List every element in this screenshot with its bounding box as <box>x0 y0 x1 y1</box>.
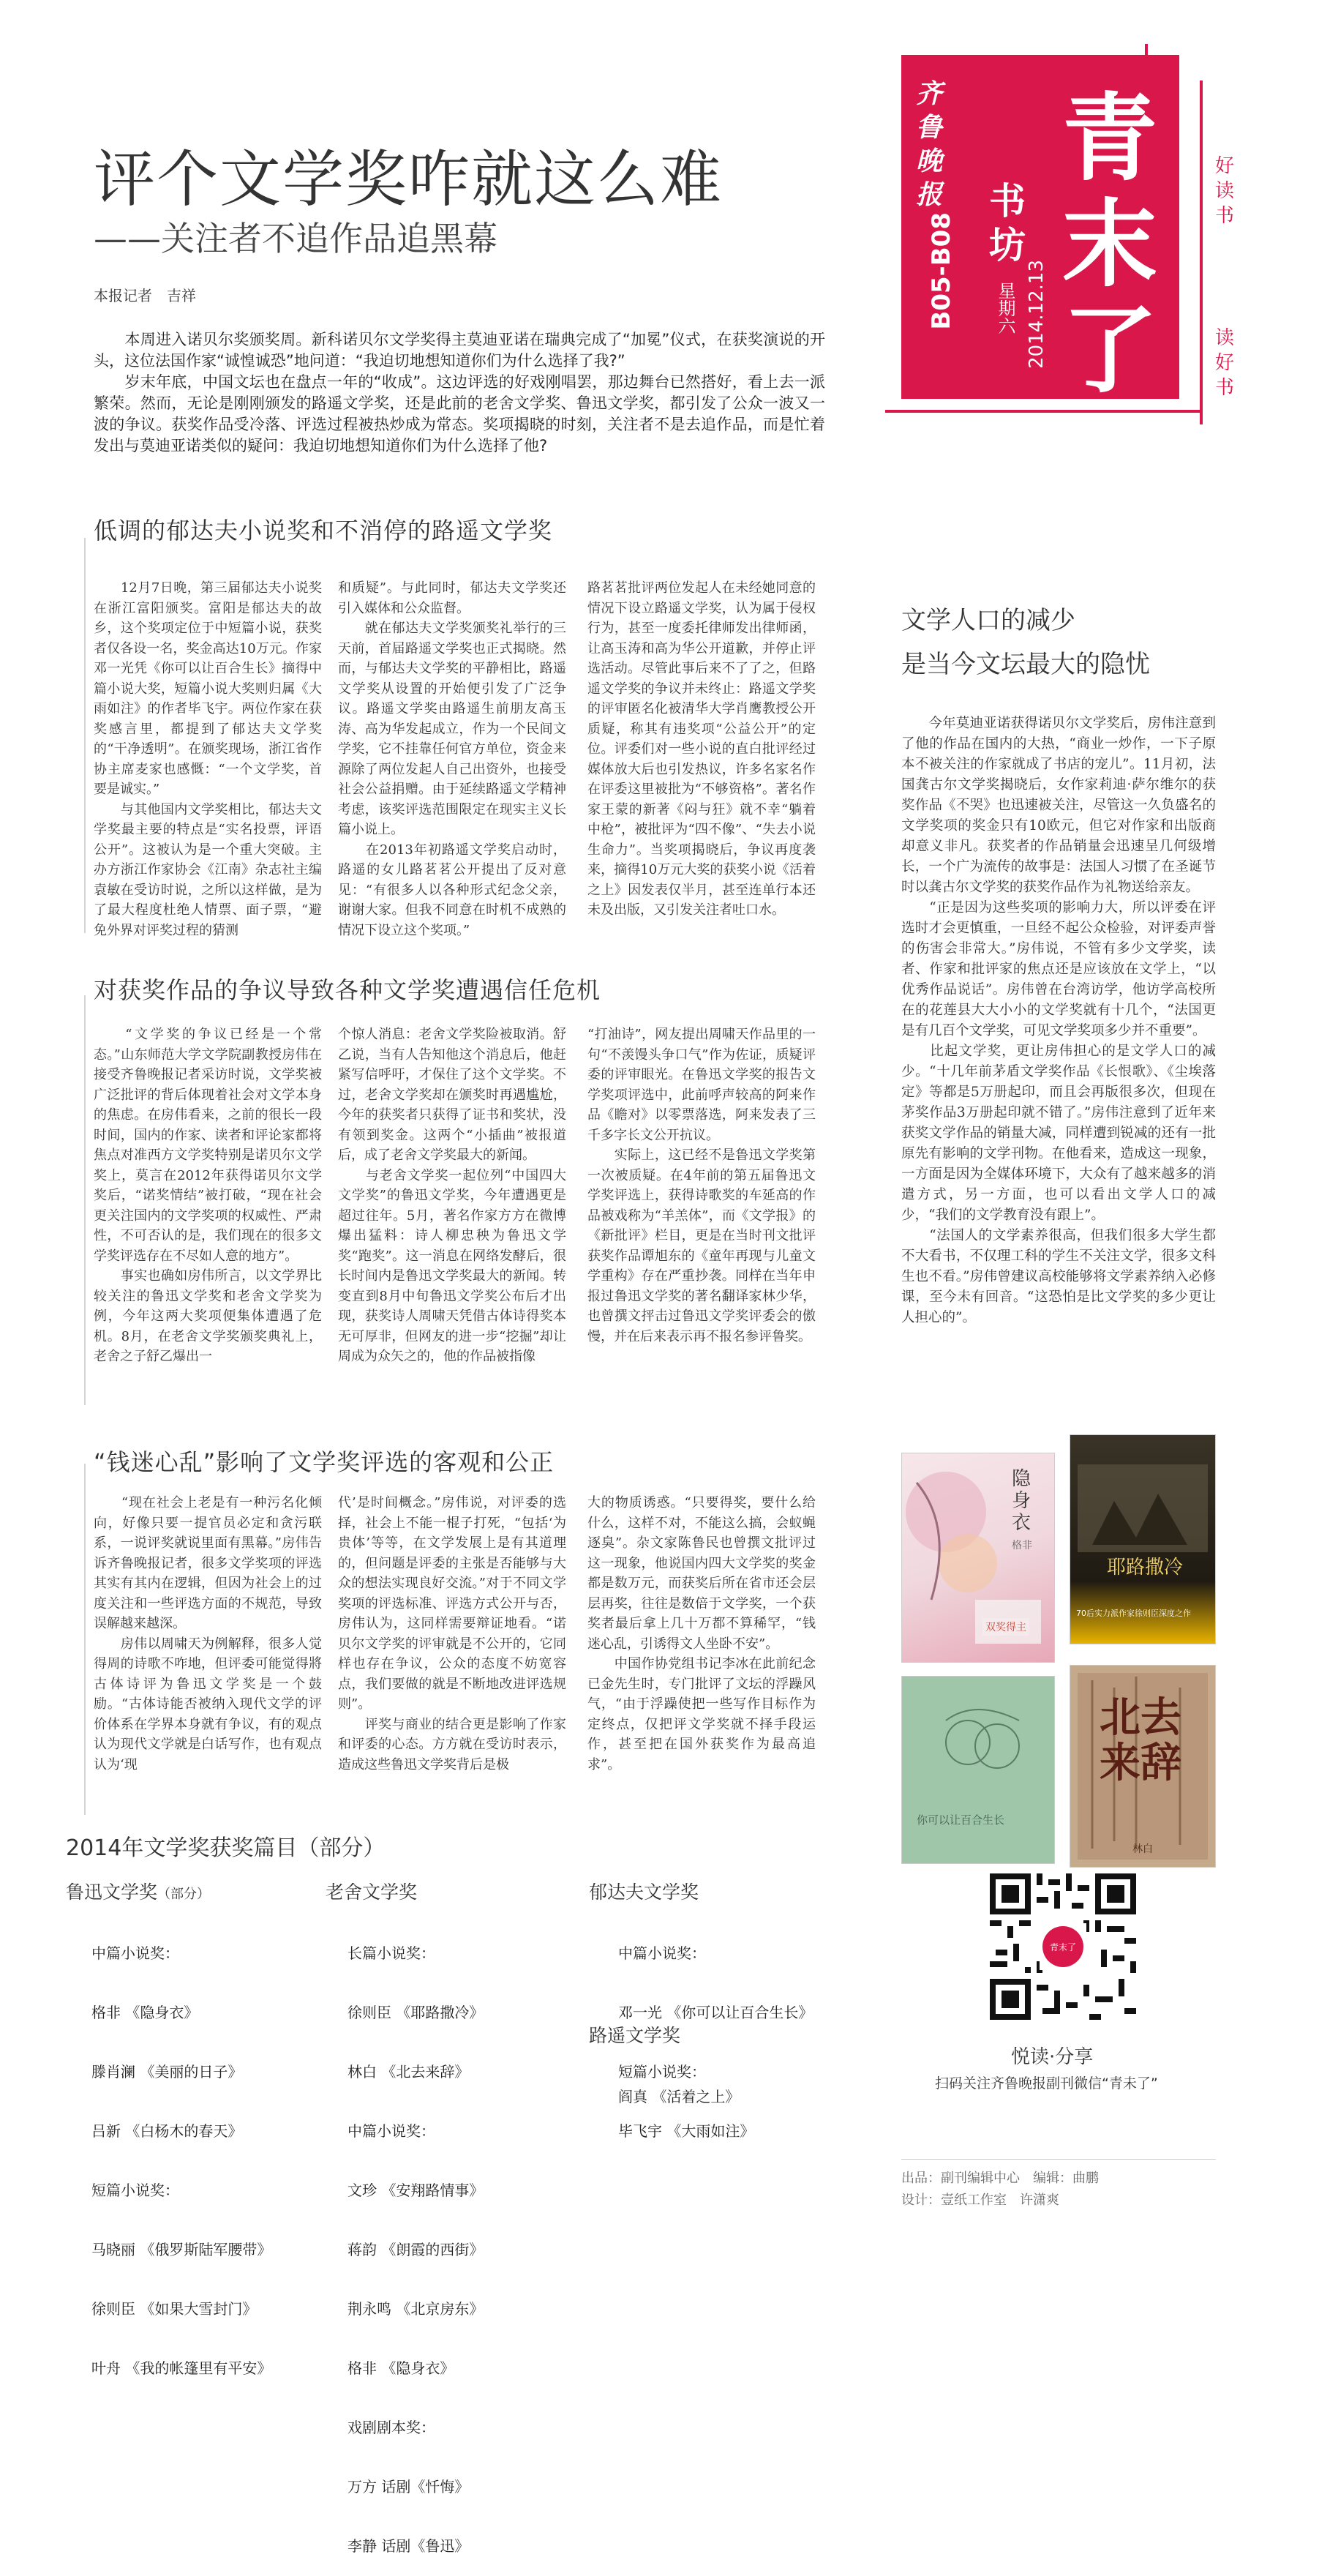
masthead-char-1: 青 <box>1062 83 1158 194</box>
award-line: 短篇小说奖： <box>618 2063 706 2081</box>
awards-title: 2014年文学奖获奖篇目（部分） <box>66 1835 386 1861</box>
award-line: 阎真 《活着之上》 <box>618 2088 740 2105</box>
award-line: 中篇小说奖： <box>618 1944 706 1962</box>
masthead <box>901 55 1179 406</box>
book1-title: 隐身衣 <box>1012 1468 1031 1534</box>
award-luyao-name: 路遥文学奖 <box>589 2025 681 2046</box>
section2-title: 对获奖作品的争议导致各种文学奖遭遇信任危机 <box>94 972 609 1006</box>
sidebar-title-line1: 文学人口的减少 <box>901 606 1075 635</box>
book3-title: 你可以让百合生长 <box>917 1813 1005 1827</box>
book-cover-3-art <box>902 1677 1054 1863</box>
section1-col1: 12月7日晚，第三届郁达夫小说奖在浙江富阳颁奖。富阳是郁达夫的故乡，这个奖项定位于中短篇小说，获奖者仅各设一名，奖金高达10万元。作家邓一光凭《你可以让百合生长》摘得中篇小说大奖，短篇小说大奖则归属《大雨如注》的作者毕飞宇。两位作家在获奖感言里，都提到了郁达夫文学奖的“干净透明”。在颁奖现场，浙江省作协主席麦家也感慨：“一个文学奖，首要是诚实。” 与其他国内文学奖相比，郁达夫文学奖最主要的特点是“实名投票，评语公开”。这被认为是一个重大突破。主办方浙江作家协会《江南》杂志社主编袁敏在受访时说，之所以这样做，是为了最大程度杜绝人情票、面子票，“避免外界对评奖过程的猜测 <box>94 580 322 938</box>
masthead-char-3: 了 <box>1062 295 1158 406</box>
award-line: 戏剧剧本奖： <box>347 2419 435 2436</box>
award-line: 吕新 《白杨木的春天》 <box>91 2122 243 2140</box>
qr-logo-text: 青末了 <box>1049 1942 1076 1952</box>
sidebar-title-line2: 是当今文坛最大的隐忧 <box>901 650 1150 679</box>
award-line: 格非 《隐身衣》 <box>347 2359 455 2377</box>
award-line: 格非 《隐身衣》 <box>91 2004 199 2021</box>
award-luxun-name-text: 鲁迅文学奖 <box>66 1882 158 1903</box>
sidebar-text: 今年莫迪亚诺获得诺贝尔文学奖后，房伟注意到了他的作品在国内的大热，“商业一炒作，一下子原本不被关注的作家就成了书店的宠儿”。11月初，法国龚古尔文学奖揭晓后，女作家莉迪·萨尔维尔的获奖作品《不哭》也迅速被关注，尽管这一久负盛名的文学奖项的奖金只有10欧元，但它对作家和出版商却意义非凡。获奖者的作品销量会迅速呈几何级增长，一个广为流传的故事是：法国人习惯了在圣诞节时以龚古尔文学奖的获奖作品作为礼物送给亲友。 “正是因为这些奖项的影响力大，所以评委在评选时才会更慎重，一旦经不起公众检验，对评委声誉的伤害会非常大。”房伟说，不管有多少文学奖，读者、作家和批评家的焦点还是应该放在文学上，“以优秀作品说话”。房伟曾在台湾访学，他访学高校所在的花莲县大大小小的文学奖就有十几个，“法国更是有几百个文学奖，可见文学奖项多少并不重要”。 比起文学奖，更让房伟担心的是文学人口的减少。“十几年前茅盾文学奖作品《长恨歌》、《尘埃落定》等都是5万册起印，而且会再版很多次，但现在茅奖作品3万册起印就不错了。”房伟注意到了近年来获奖文学作品的销量大减，同样遭到锐减的还有一批原先有影响的文学刊物。在他看来，造成这一现象，一方面是因为全媒体环境下，大众有了越来越多的消遣方式，另一方面，也可以看出文学人口的减少，“我们的文学教育没有跟上”。 “法国人的文学素养很高，但我们很多大学生都不大看书，不仅理工科的学生不关注文学，很多文科生也不看。”房伟曾建议高校能够将文学素养纳入必修课，至今未有回音。“这恐怕是比文学奖的多少更让人担心的”。 <box>901 716 1216 1325</box>
award-line: 蒋韵 《朗霞的西街》 <box>347 2241 484 2258</box>
award-line: 文珍 《安翔路情事》 <box>347 2182 484 2199</box>
section2-col3: “打油诗”，网友提出周啸天作品里的一句“不羡馒头争口气”作为佐证，质疑评委的评审眼光。在鲁迅文学奖的报告文学奖项评选中，此前呼声较高的阿来作品《瞻对》以零票落选，阿来发表了三千多字长文公开抗议。 实际上，这已经不是鲁迅文学奖第一次被质疑。在4年前的第五届鲁迅文学奖评选上，获得诗歌奖的车延高的作品被戏称为“羊羔体”，而《文学报》的《新批评》栏目，更是在当时刊文批评获奖作品谭旭东的《童年再现与儿童文学重构》存在严重抄袭。同样在当年申报过鲁迅文学奖的著名翻译家林少华，也曾撰文抨击过鲁迅文学奖评委会的傲慢，并在后来表示再不报名参评鲁奖。 <box>587 1027 816 1344</box>
section3-col3: 大的物质诱惑。“只要得奖，要什么给什么，这样不对，不能这么搞，会蚁蝇逐臭”。杂文家陈鲁民也曾撰文批评过这一现象，他说国内四大文学奖的奖金都是数万元，而获奖后所在省市还会层层再奖，往往是数倍于文学奖，一个获奖者最后拿上几十万都不算稀罕，“钱迷心乱，引诱得文人坐卧不安”。 中国作协党组书记李冰在此前纪念已金先生时，专门批评了文坛的浮躁风气，“由于浮躁使把一些写作目标作为定终点，仅把评文学奖就不择手段运作，甚至把在国外获奖作为最高追求”。 <box>587 1495 816 1772</box>
footer-line1: 出品：副刊编辑中心 编辑：曲鹏 <box>901 2171 1099 2186</box>
section1-col2: 和质疑”。与此同时，郁达夫文学奖还引入媒体和公众监督。 就在郁达夫文学奖颁奖礼举行的三天前，首届路遥文学奖也正式揭晓。然而，与郁达夫文学奖的平静相比，路遥文学奖从设置的开始便引发了广泛争议。路遥文学奖由路遥生前朋友高玉涛、高为华发起成立，作为一个民间文学奖，它不挂靠任何官方单位，资金来源除了两位发起人自己出资外，也接受社会公益捐赠。由于延续路遥文学精神考虑，该奖评选范围限定在现实主义长篇小说上。 在2013年初路遥文学奖启动时，路遥的女儿路茗茗公开提出了反对意见：“有很多人以各种形式纪念父亲，谢谢大家。但我不同意在时机不成熟的情况下设立这个奖项。” <box>338 580 566 938</box>
award-line: 叶舟 《我的帐篷里有平安》 <box>91 2359 272 2377</box>
book-cover-4 <box>1070 1665 1216 1868</box>
book4-author: 林白 <box>1132 1843 1153 1855</box>
section1-col3: 路茗茗批评两位发起人在未经她同意的情况下设立路遥文学奖，认为属于侵权行为，甚至一度委托律师发出律师函，让高玉涛和高为华公开道歉，并停止评选活动。尽管此事后来不了了之，但路遥文学奖的争议并未终止：路遥文学奖的评审匿名化被清华大学肖鹰教授公开质疑，称其有违奖项“公益公开”的定位。评委们对一些小说的直白批评经过媒体放大后也引发热议，许多名家名作在评委这里被批为“不够资格”。著名作家王蒙的新著《闷与狂》就不幸“躺着中枪”，被批评为“四不像”、“失去小说生命力”。当奖项揭晓后，争议再度袭来，摘得10万元大奖的获奖小说《活着之上》因发表仅半月，甚至连单行本还未及出版，又引发关注者吐口水。 <box>587 580 816 918</box>
byline: 本报记者 吉祥 <box>94 287 196 304</box>
headline-title: 评个文学奖咋就这么难 <box>94 143 724 215</box>
footer-rule <box>901 2159 1216 2160</box>
masthead-weekday: 星期六 <box>995 282 1015 334</box>
book1-tag: 双奖得主 <box>982 1618 1029 1636</box>
section3-title: “钱迷心乱”影响了文学奖评选的客观和公正 <box>94 1444 563 1478</box>
book-cover-3 <box>901 1676 1055 1864</box>
footer-line2: 设计：壹纸工作室 许潇爽 <box>901 2193 1059 2208</box>
qr-code[interactable] <box>990 1873 1136 2020</box>
award-line: 马晓丽 《俄罗斯陆军腰带》 <box>91 2241 272 2258</box>
slogan-right: 读好书 <box>1214 327 1234 399</box>
book-cover-2 <box>1070 1434 1216 1644</box>
masthead-subtitle: 书坊 <box>989 180 1026 266</box>
award-laoshe-name: 老舍文学奖 <box>326 1882 418 1903</box>
award-line: 徐则臣 《如果大雪封门》 <box>91 2300 258 2318</box>
award-line: 林白 《北去来辞》 <box>347 2063 470 2081</box>
award-luxun-name <box>66 1878 210 1904</box>
qr-caption-sub: 扫码关注齐鲁晚报副刊微信“青未了” <box>935 2075 1158 2092</box>
award-line: 滕肖澜 《美丽的日子》 <box>91 2063 243 2081</box>
section3-col1: “现在社会上老是有一种污名化倾向，好像只要一提官员必定和贪污联系，一说评奖就说里面有黑幕。”房伟告诉齐鲁晚报记者，很多文学奖项的评选其实有其内在逻辑，但因为社会上的过度关注和一些评选方面的不规范，导致误解越来越深。 房伟以周啸天为例解释，很多人觉得周的诗歌不咋地，但评委可能觉得將古体诗评为鲁迅文学奖是一个鼓励。“古体诗能否被纳入现代文学的评价体系在学界本身就有争议，有的观点认为现代文学就是白话写作，也有观点认为‘现 <box>94 1495 322 1772</box>
masthead-brand: 齐鲁晚报 <box>916 78 943 210</box>
award-line: 短篇小说奖： <box>91 2182 179 2199</box>
award-line: 李静 话剧《鲁迅》 <box>347 2537 470 2555</box>
award-line: 中篇小说奖： <box>347 2122 435 2140</box>
masthead-pages: B05-B08 <box>927 212 956 330</box>
book-cover-1 <box>901 1453 1055 1663</box>
award-luxun-note: （部分） <box>157 1887 211 1902</box>
award-line: 荆永鸣 《北京房东》 <box>347 2300 484 2318</box>
award-luyao-list <box>618 2048 740 2127</box>
award-luxun-list <box>91 1904 271 2398</box>
intro-text: 本周进入诺贝尔奖颁奖周。新科诺贝尔文学奖得主莫迪亚诺在瑞典完成了“加冕”仪式，在获奖演说的开头，这位法国作家“诚惶诚恐”地问道：“我迫切地想知道你们为什么选择了我?” 岁末年底，中国文坛也在盘点一年的“收成”。这边评选的好戏刚唱罢，那边舞台已然搭好，看上去一派繁荣。然而，无论是刚刚颁发的路遥文学奖，还是此前的老舍文学奖、鲁迅文学奖，都引发了公众一波又一波的争议。获奖作品受冷落、评选过程被热炒成为常态。奖项揭晓的时刻，关注者不是去追作品，而是忙着发出与莫迪亚诺类似的疑问：我迫切地想知道你们为什么选择了他? <box>94 331 825 454</box>
award-line: 万方 话剧《忏悔》 <box>347 2478 470 2496</box>
qr-caption-main: 悦读·分享 <box>1011 2046 1094 2068</box>
slogan-left: 好读书 <box>1214 155 1234 227</box>
book2-title: 耶路撒冷 <box>1107 1557 1184 1579</box>
book1-author: 格非 <box>1012 1540 1032 1551</box>
headline-subtitle: ——关注者不追作品追黑幕 <box>94 219 497 258</box>
award-line: 徐则臣 《耶路撒冷》 <box>347 2004 484 2021</box>
masthead-deco-line-1 <box>1200 80 1203 424</box>
award-line: 中篇小说奖： <box>91 1944 179 1962</box>
section3-col2: 代’是时间概念。”房伟说，对评委的选择，社会上不能一棍子打死，“包括‘为贵体’等等，在文学发展上是有其道理的，但问题是评委的主张是否能够与大众的想法实现良好交流。”对于不同文学奖项的评选标准、评选方式公开与否，房伟认为，这同样需要辩证地看。“诺贝尔文学奖的评审就是不公开的，它同样也存在争议，公众的态度不妨宽容点，我们要做的就是不断地改进评选规则”。 评奖与商业的结合更是影响了作家和评委的心态。方方就在受访时表示，造成这些鲁迅文学奖背后是极 <box>338 1495 566 1772</box>
section1-title: 低调的郁达夫小说奖和不消停的路遥文学奖 <box>94 512 561 546</box>
section2-col2: 个惊人消息：老舍文学奖险被取消。舒乙说，当有人告知他这个消息后，他赶紧写信呼吁，才保住了这个文学奖。不过，老舍文学奖却在颁奖时再遇尴尬，今年的获奖者只获得了证书和奖状，没有领到奖金。这两个“小插曲”被报道后，成了老舍文学奖最大的新闻。 与老舍文学奖一起位列“中国四大文学奖”的鲁迅文学奖，今年遭遇更是超过往年。5月，著名作家方方在微博爆出猛料：诗人柳忠秧为鲁迅文学奖“跑奖”。这一消息在网络发酵后，很长时间内是鲁迅文学奖最大的新闻。转变直到8月中旬鲁迅文学奖公布后才出现，获奖诗人周啸天凭借古体诗得奖本无可厚非，但网友的进一步“挖掘”却让周成为众矢之的，他的作品被指像 <box>338 1027 566 1364</box>
award-line: 长篇小说奖： <box>347 1944 435 1962</box>
masthead-date: 2014.12.13 <box>1026 260 1048 369</box>
section2-col1: “文学奖的争议已经是一个常态。”山东师范大学文学院副教授房伟在接受齐鲁晚报记者采访时说，文学奖被广泛批评的背后体现着社会对文学本身的焦虑。在房伟看来，之前的很长一段时间，国内的作家、读者和评论家都将焦点对准西方文学奖特别是诺贝尔文学奖上，莫言在2012年获得诺贝尔文学奖后，“诺奖情结”被打破，“现在社会更关注国内的文学奖项的权威性、严肃性，不可否认的是，我们现在的很多文学奖评选存在不尽如人意的地方”。 事实也确如房伟所言，以文学界比较关注的鲁迅文学奖和老舍文学奖为例，今年这两大奖项便集体遭遇了危机。8月，在老舍文学奖颁奖典礼上，老舍之子舒乙爆出一 <box>94 1027 322 1364</box>
book2-tag: 70后实力派作家徐则臣深度之作 <box>1076 1609 1191 1618</box>
book4-title: 北去来辞 <box>1100 1693 1181 1787</box>
award-yudafu-name: 郁达夫文学奖 <box>589 1882 699 1903</box>
award-line: 邓一光 《你可以让百合生长》 <box>618 2004 813 2021</box>
award-laoshe-list <box>347 1904 484 2576</box>
award-line: 毕飞宇 《大雨如注》 <box>618 2122 755 2140</box>
masthead-char-2: 末 <box>1062 189 1158 300</box>
qr-logo <box>1042 1926 1083 1967</box>
